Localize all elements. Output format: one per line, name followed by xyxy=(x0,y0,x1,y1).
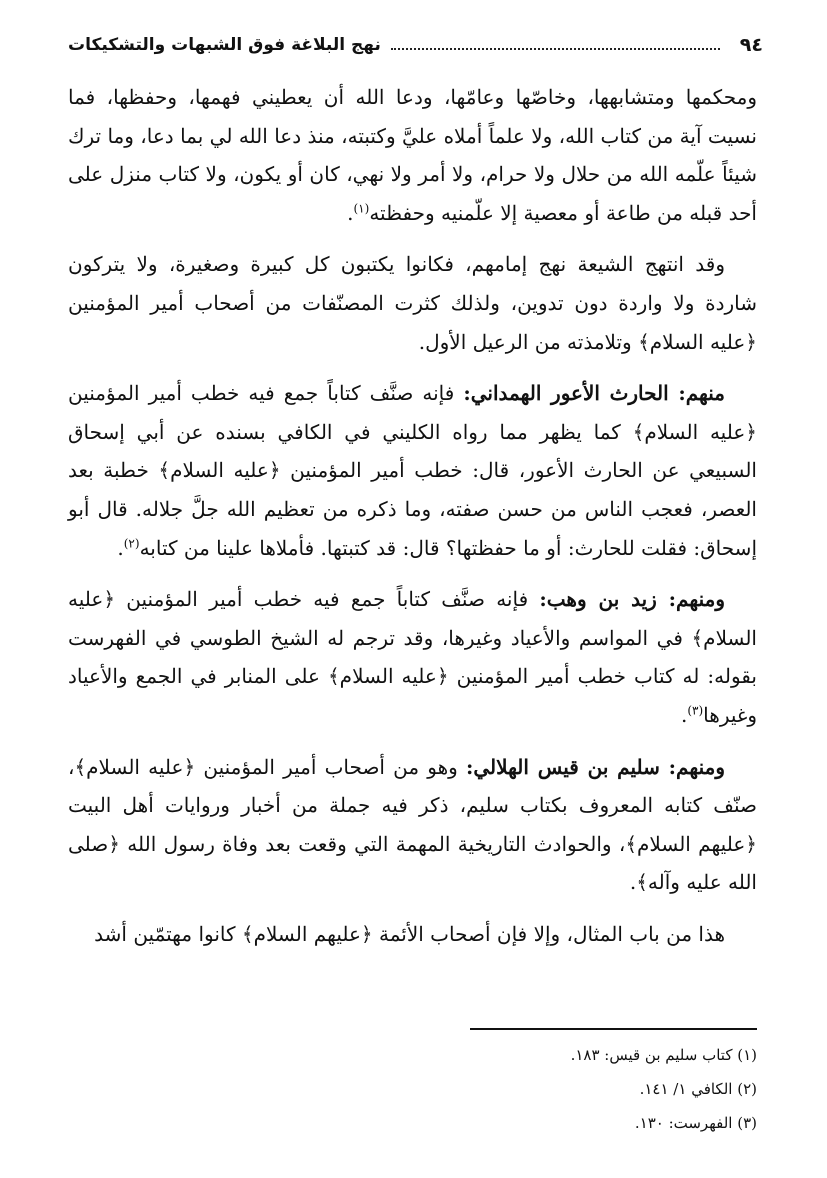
footnote: (٢) الكافي ١/ ١٤١. xyxy=(639,1080,757,1098)
running-title: نهج البلاغة فوق الشبهات والتشكيكات xyxy=(68,35,381,55)
paragraph-end: . xyxy=(117,535,124,560)
running-head xyxy=(68,30,763,60)
page-number: ٩٤ xyxy=(739,34,763,56)
dotted-leader xyxy=(391,48,720,50)
footnote-ref: (٢) xyxy=(123,535,140,550)
paragraph xyxy=(68,748,757,902)
paragraph xyxy=(68,915,757,954)
paragraph-lead: ومنهم: سليم بن قيس الهلالي: xyxy=(465,754,725,779)
footnote-ref: (٣) xyxy=(687,703,704,718)
paragraph-end: . xyxy=(680,702,688,727)
footnotes xyxy=(337,1038,757,1140)
paragraph-text: فإنه صنَّف كتاباً جمع فيه خطب أمير المؤمنين ﴿عليه السلام﴾ في المواسم والأعياد وغيرها، وقد ترجم له الشيخ الطوسي في الفهرست بقوله: له كتاب خطب أمير المؤمنين ﴿عليه السلام﴾ على المنابر في الجمع والأعياد وغيرها xyxy=(68,587,757,727)
paragraph-text: وهو من أصحاب أمير المؤمنين ﴿عليه السلام﴾، صنّف كتابه المعروف بكتاب سليم، ذكر فيه جملة من أخبار وروايات أهل البيت ﴿عليهم السلام﴾، والحوادث التاريخية المهمة التي وقعت بعد وفاة رسول الله ﴿صلى الله عليه وآله﴾. xyxy=(68,754,757,895)
paragraph-text: هذا من باب المثال، وإلا فإن أصحاب الأئمة ﴿عليهم السلام﴾ كانوا مهتمّين أشد xyxy=(94,921,725,946)
paragraph xyxy=(68,245,757,361)
paragraph-end: . xyxy=(347,200,354,225)
footnote-ref: (١) xyxy=(353,201,370,216)
footnote: (١) كتاب سليم بن قيس: ١٨٣. xyxy=(570,1046,757,1064)
body-text xyxy=(68,78,757,966)
paragraph xyxy=(68,374,757,567)
paragraph-text: وقد انتهج الشيعة نهج إمامهم، فكانوا يكتبون كل كبيرة وصغيرة، ولا يتركون شاردة ولا واردة دون تدوين، ولذلك كثرت المصنّفات من أصحاب أمير المؤمنين ﴿عليه السلام﴾ وتلامذته من الرعيل الأول. xyxy=(68,252,757,354)
paragraph-lead: ومنهم: زيد بن وهب: xyxy=(539,587,725,612)
footnote: (٣) الفهرست: ١٣٠. xyxy=(634,1114,757,1132)
paragraph xyxy=(68,78,757,232)
footnote-divider xyxy=(470,1028,757,1030)
paragraph-text: ومحكمها ومتشابهها، وخاصّها وعامّها، ودعا الله أن يعطيني فهمها، وحفظها، فما نسيت آية من كتاب الله، ولا علماً أملاه عليَّ وكتبته، منذ دعا الله لي بما دعا، وما ترك شيئاً علّمه الله من حلال ولا حرام، ولا أمر ولا نهي، كان أو يكون، ولا كتاب منزل على أحد قبله من طاعة أو معصية إلا علّمنيه وحفظته xyxy=(68,85,757,225)
paragraph xyxy=(68,580,757,734)
paragraph-text: فإنه صنَّف كتاباً جمع فيه خطب أمير المؤمنين ﴿عليه السلام﴾ كما يظهر مما رواه الكليني في الكافي بسنده عن أبي إسحاق السبيعي عن الحارث الأعور، قال: خطب أمير المؤمنين ﴿عليه السلام﴾ خطبة بعد العصر، فعجب الناس من حسن صفته، وما ذكره من تعظيم الله جلَّ جلاله. قال أبو إسحاق: فقلت للحارث: أو ما حفظتها؟ قال: قد كتبتها. فأملاها علينا من كتابه xyxy=(68,381,757,560)
paragraph-lead: منهم: الحارث الأعور الهمداني: xyxy=(463,381,725,406)
